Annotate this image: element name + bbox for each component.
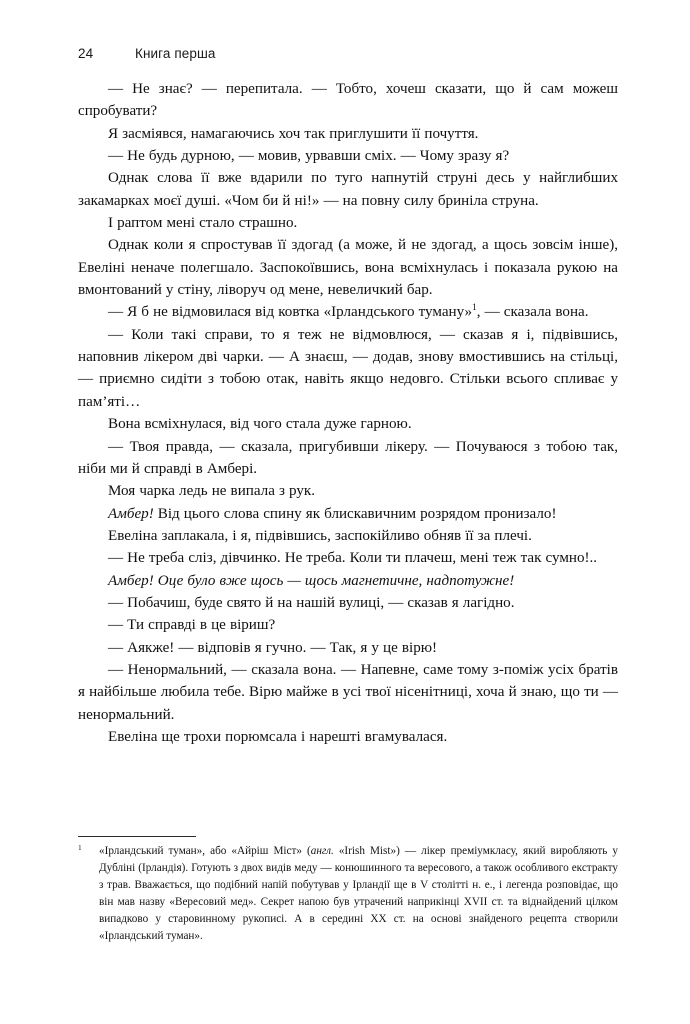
- paragraph-text-before-marker: — Я б не відмовилася від ковтка «Ірландського туману»: [108, 304, 473, 321]
- paragraph: — Не треба сліз, дівчинко. Не треба. Коли ти плачеш, мені теж так сумно!..: [108, 550, 598, 567]
- paragraph: Евеліна заплакала, і я, підвівшись, заспокійливо обняв її за плечі.: [108, 527, 532, 544]
- body-text-block: [78, 78, 618, 748]
- paragraph: Я засміявся, намагаючись хоч так приглушити її почуття.: [108, 125, 479, 142]
- paragraph: — Не будь дурною, — мовив, урвавши сміх. — Чому зразу я?: [108, 148, 510, 165]
- paragraph: — Побачиш, буде свято й на нашій вулиці, — сказав я лагідно.: [108, 594, 515, 611]
- paragraph: Евеліна ще трохи порюмсала і нарешті вгамувалася.: [108, 728, 448, 745]
- paragraph: — Твоя правда, — сказала, пригубивши лікеру. — Почуваюся з тобою так, ніби ми й справді в Амбері.: [78, 438, 618, 477]
- running-head: [78, 46, 618, 66]
- paragraph: — Ненормальний, — сказала вона. — Напевне, саме тому з-поміж усіх братів я найбільше любила тебе. Вірю майже в усі твої нісенітниці, хоча й знаю, що ти — ненормальний.: [78, 661, 618, 723]
- footnote-area: [78, 836, 618, 944]
- footnote-text-part-1: «Ірландський туман», або «Айріш Міст» (: [99, 845, 311, 857]
- paragraph: Вона всміхнулася, від чого стала дуже гарною.: [108, 416, 412, 433]
- paragraph: Моя чарка ледь не випала з рук.: [108, 483, 316, 500]
- footnote-entry: [78, 843, 618, 944]
- paragraph-with-italic-lead: [78, 503, 618, 525]
- paragraph: Однак слова її вже вдарили по туго напнутій струні десь у найглибших закамарках моєї душі. «Чом би й ні!» — на повну силу бриніла струна.: [78, 170, 618, 209]
- footnote-number: 1: [78, 843, 82, 852]
- paragraph-with-footnote-ref: [78, 301, 618, 323]
- paragraph: — Не знає? — перепитала. — Тобто, хочеш сказати, що й сам можеш спробувати?: [78, 81, 618, 120]
- footnote-italic-abbreviation: англ.: [310, 845, 334, 857]
- paragraph: — Ти справді в це віриш?: [108, 617, 276, 634]
- paragraph: Однак коли я спростував її здогад (а може, й не здогад, а щось зовсім інше), Евеліні неначе полегшало. Заспокоївшись, вона всміхнулась і показала рукою на вмонтований у стіну, ліворуч од мене, невеличкий бар.: [78, 237, 618, 299]
- paragraph: — Коли такі справи, то я теж не відмовлюся, — сказав я і, підвівшись, наповнив лікером дві чарки. — А знаєш, — додав, знову вмостившись на стільці, — приємно сидіти з тобою отак, навіть якщо недовго. Стільки всього спливає у пам’яті…: [78, 326, 618, 410]
- paragraph-text-after-marker: , — сказала вона.: [476, 304, 589, 321]
- paragraph-text: Від цього слова спину як блискавичним розрядом пронизало!: [153, 505, 557, 522]
- footnote-reference-marker[interactable]: 1: [472, 303, 477, 314]
- running-title: Книга перша: [135, 46, 216, 61]
- footnote-text-part-2: «Irish Mist») — лікер преміумкласу, який виробляють у Дубліні (Ірландія). Готують з двох видів меду — конюшинного та вересового, а також особливого екстракту з трав. Вважається, що подібний напій побутував у Ірландії ще в V столітті н. е., і легенда розповідає, що він мав назву «Вересовий мед». Секрет напою був утрачений наприкінці XVII ст. та віднайдений цілком випадково у старовинному рукописі. А в середині XX ст. на основі знайденого рецепта створили «Ірландський туман».: [99, 845, 619, 942]
- footnote-separator-rule: [78, 836, 196, 837]
- page-number: 24: [78, 46, 94, 61]
- paragraph: І раптом мені стало страшно.: [108, 215, 298, 232]
- paragraph: — Аякже! — відповів я гучно. — Так, я у це вірю!: [108, 639, 438, 656]
- italic-emphasis: Амбер!: [108, 505, 154, 522]
- paragraph-italic: Амбер! Оце було вже щось — щось магнетичне, надпотужне!: [108, 572, 515, 589]
